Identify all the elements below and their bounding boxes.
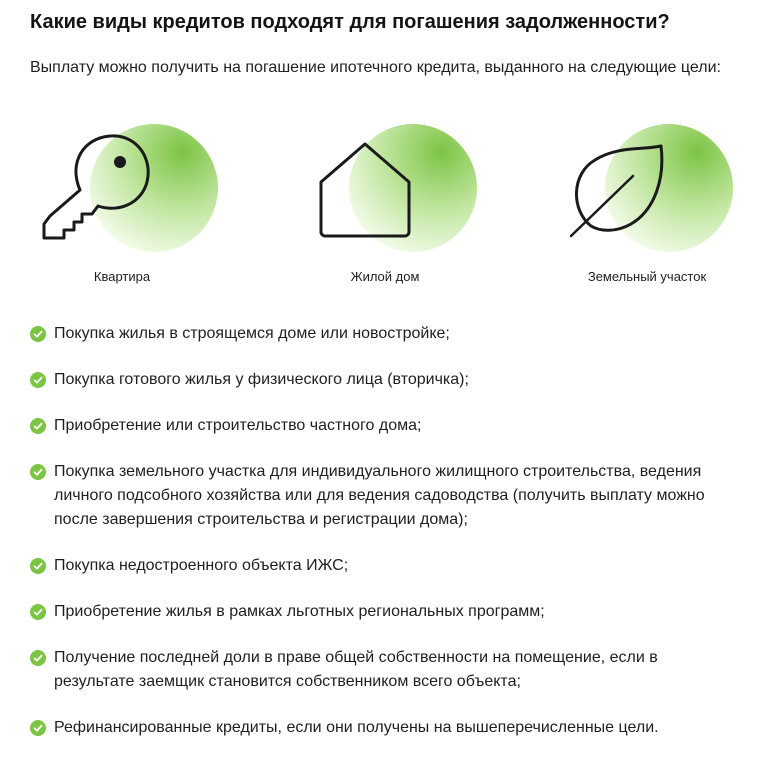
list-item-text: Покупка готового жилья у физического лица (вторичка); [54, 371, 469, 388]
list-item-text: Получение последней доли в праве общей собственности на помещение, если в результате заемщик становится собственником всего объекта; [54, 649, 658, 690]
check-icon [30, 464, 46, 480]
list-item [30, 600, 740, 624]
list-item [30, 460, 740, 532]
list-item-text: Рефинансированные кредиты, если они получены на вышеперечисленные цели. [54, 719, 659, 736]
list-item [30, 646, 740, 694]
list-item-text: Покупка недостроенного объекта ИЖС; [54, 557, 349, 574]
loan-purpose-list [30, 322, 740, 762]
icon-label-house: Жилой дом [350, 269, 420, 284]
list-item [30, 368, 740, 392]
check-icon [30, 720, 46, 736]
intro-text: Выплату можно получить на погашение ипотечного кредита, выданного на следующие цели: [30, 59, 721, 76]
list-item-text: Покупка земельного участка для индивидуального жилищного строительства, ведения личного подсобного хозяйства или для ведения садоводства (получить выплату можно после завершения строительства и регистрации дома); [54, 463, 705, 528]
icon-label-land: Земельный участок [587, 269, 707, 284]
check-icon [30, 326, 46, 342]
icon-card-house [285, 124, 485, 294]
list-item [30, 716, 740, 740]
list-item [30, 322, 740, 346]
key-icon [22, 124, 222, 264]
check-icon [30, 558, 46, 574]
icon-label-apartment: Квартира [93, 269, 151, 284]
list-item [30, 554, 740, 578]
list-item-text: Приобретение жилья в рамках льготных региональных программ; [54, 603, 545, 620]
icon-card-land [547, 124, 747, 294]
check-icon [30, 418, 46, 434]
leaf-icon [547, 124, 747, 264]
check-icon [30, 650, 46, 666]
list-item-text: Приобретение или строительство частного дома; [54, 417, 422, 434]
house-icon [285, 124, 485, 264]
check-icon [30, 604, 46, 620]
loan-purpose-icons [0, 124, 757, 294]
icon-card-apartment [22, 124, 222, 294]
list-item [30, 414, 740, 438]
page-title: Какие виды кредитов подходят для погашения задолженности? [30, 11, 670, 33]
check-icon [30, 372, 46, 388]
list-item-text: Покупка жилья в строящемся доме или новостройке; [54, 325, 450, 342]
